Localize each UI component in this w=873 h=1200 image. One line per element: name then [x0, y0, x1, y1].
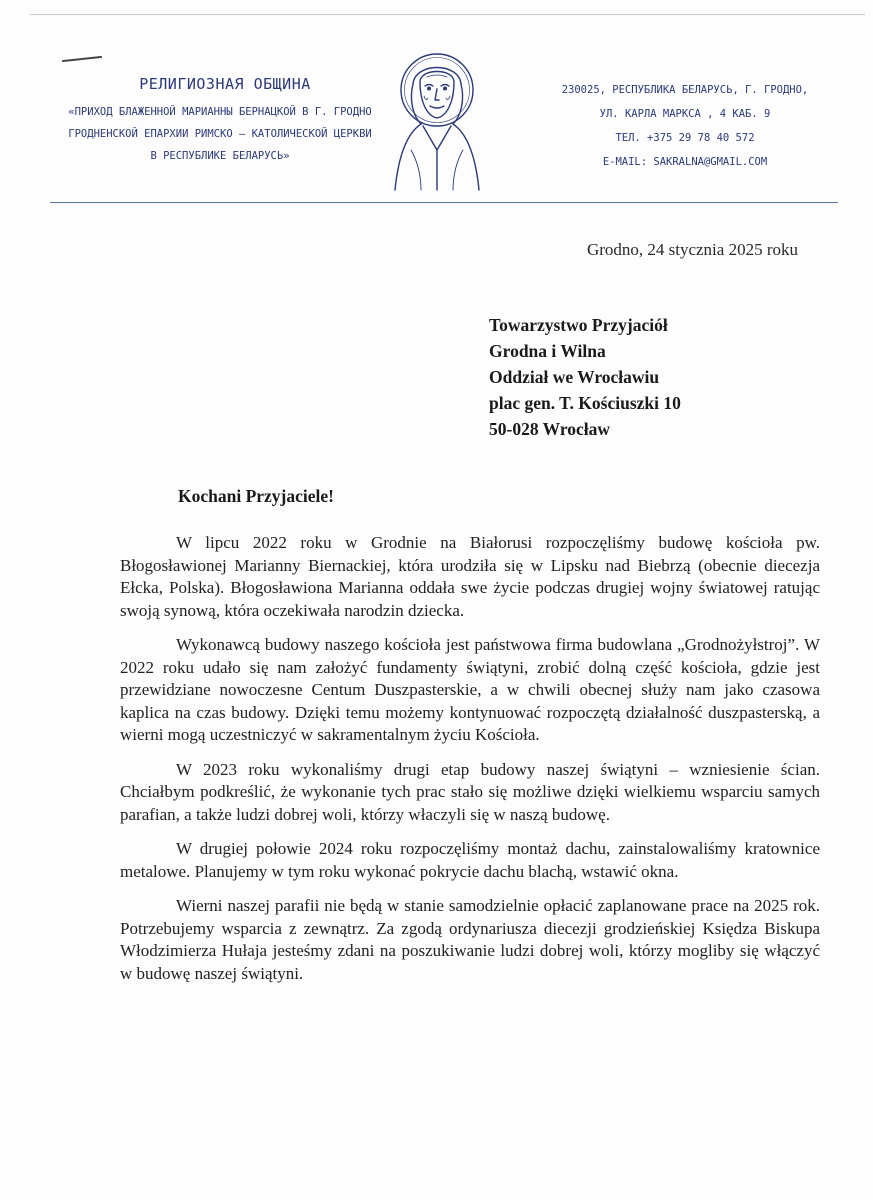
recipient-line: Grodna i Wilna	[489, 341, 606, 361]
scan-edge-line	[30, 14, 865, 15]
body-paragraph: Wykonawcą budowy naszego kościoła jest państwowa firma budowlana „Grodnożyłstroj”. W 2022 roku udało się nam założyć fundamenty świątyni, zrobić dolną część kościoła, gdzie jest przewidziane nowoczesne Centum Duszpasterskie, a w chwili obecnej służy nam jako czasowa kaplica na czas budowy. Dzięki temu możemy kontynuować rozpoczętą działalność duszpasterską, a wierni mogą uczestniczyć w sakramentalnym życiu Kościoła.	[120, 635, 820, 744]
pen-mark	[62, 56, 102, 62]
body-paragraph: W 2023 roku wykonaliśmy drugi etap budowy naszej świątyni – wzniesienie ścian. Chciałbym podkreślić, że wykonanie tych prac stało się możliwe dzięki wielkiemu wsparciu samych parafian, a także ludzi dobrej woli, którzy właczyli się w naszą budowę.	[120, 759, 820, 824]
recipient-address	[489, 312, 681, 442]
recipient-line: 50-028 Wrocław	[489, 419, 611, 439]
letter-date: Grodno, 24 stycznia 2025 roku	[586, 240, 798, 259]
recipient-line: Towarzystwo Przyjaciół	[489, 315, 668, 335]
body-paragraph: Wierni naszej parafii nie będą w stanie samodzielnie opłacić zaplanowane prace na 2025 rok. Potrzebujemy wsparcia z zewnątrz. Za zgodą ordynariusza diecezji grodzieńskiej Księdza Biskupa Włodzimierza Hułaja jesteśmy zdani na poszukiwanie ludzi dobrej woli, którzy mogliby się włączyć w budowę naszej świątyni.	[120, 896, 820, 983]
email-line: E-MAIL: SAKRALNA@GMAIL.COM	[602, 156, 768, 168]
address-line: 230025, РЕСПУБЛИКА БЕЛАРУСЬ, Г. ГРОДНО,	[561, 84, 809, 96]
street-line: УЛ. КАРЛА МАРКСА , 4 КАБ. 9	[599, 108, 771, 120]
organization-line: «ПРИХОД БЛАЖЕННОЙ МАРИАННЫ БЕРНАЦКОЙ В Г. ГРОДНО	[68, 106, 372, 118]
body-paragraph: W drugiej połowie 2024 roku rozpoczęliśmy montaż dachu, zainstalowaliśmy kratownice metalowe. Planujemy w tym roku wykonać pokrycie dachu blachą, wstawić okna.	[120, 839, 820, 881]
organization-line: ГРОДНЕНСКОЙ ЕПАРХИИ РИМСКО – КАТОЛИЧЕСКОЙ ЦЕРКВИ	[68, 128, 372, 140]
letter-body	[120, 532, 820, 997]
letterhead-divider	[50, 202, 838, 203]
letterhead-contacts	[555, 78, 815, 174]
letterhead-organization	[60, 75, 380, 167]
organization-line: В РЕСПУБЛИКЕ БЕЛАРУСЬ»	[150, 150, 290, 162]
organization-title: РЕЛИГИОЗНАЯ ОБЩИНА	[139, 75, 311, 93]
body-paragraph: W lipcu 2022 roku w Grodnie na Białorusi rozpoczęliśmy budowę kościoła pw. Błogosławionej Marianny Biernackiej, która urodziła się w Lipsku nad Biebrzą (obecnie diecezja Ełcka, Polska). Błogosławiona Marianna oddała swe życie podczas drugiej wojny światowej ratując swoją synową, która oczekiwała narodzin dziecka.	[120, 533, 820, 620]
recipient-line: Oddział we Wrocławiu	[489, 367, 660, 387]
saint-portrait-icon	[387, 40, 487, 200]
phone-line: ТЕЛ. +375 29 78 40 572	[615, 132, 755, 144]
recipient-line: plac gen. T. Kościuszki 10	[489, 393, 681, 413]
salutation: Kochani Przyjaciele!	[178, 486, 334, 506]
